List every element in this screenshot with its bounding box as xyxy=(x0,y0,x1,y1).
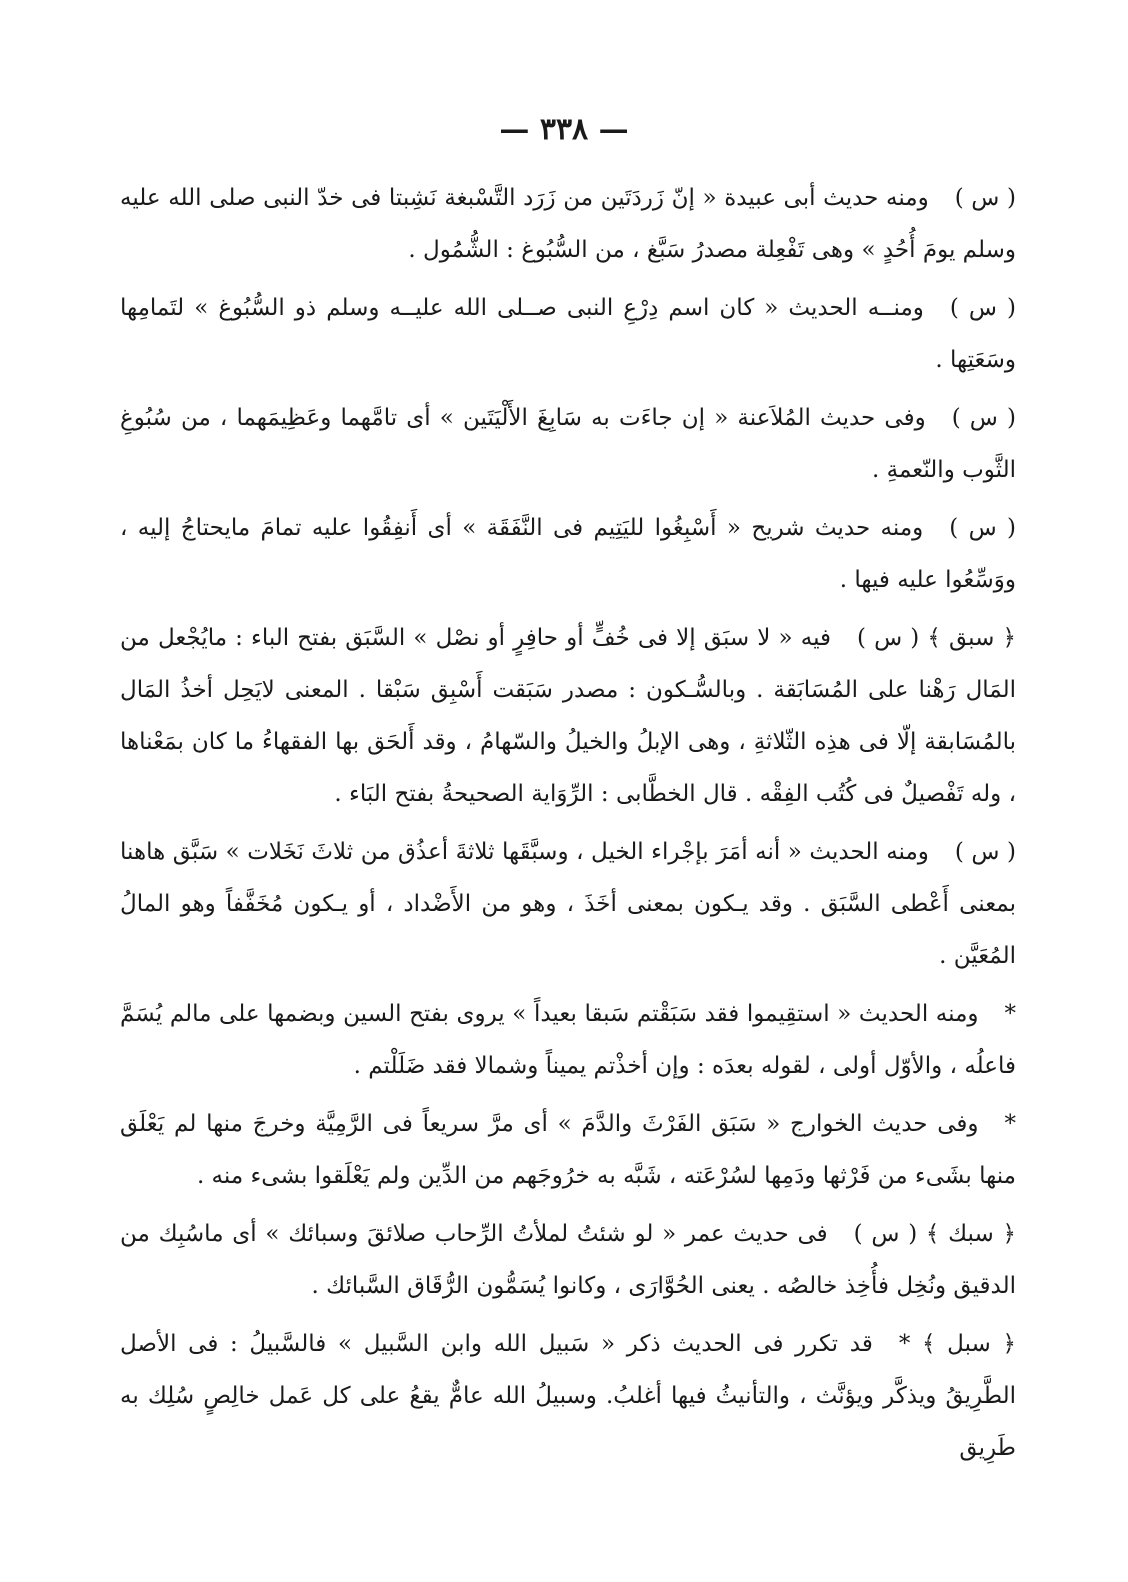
page-number: — ٣٣٨ — xyxy=(499,112,629,147)
paragraph-8 xyxy=(120,1098,1016,1202)
paragraph-4 xyxy=(120,502,1016,606)
paragraph-marker: ( س ) xyxy=(949,295,1016,321)
paragraph-text: فى حديث عمر « لو شئتُ لملأتُ الرِّحاب صلائقَ وسبائك » أى ماسُبِك من الدقيق ونُخِل فأُخِذ خالصُه . يعنى الحُوَّارَى ، وكانوا يُسَمُّون الرُّقَاق السَّبائك . xyxy=(120,1221,1016,1299)
paragraph-3 xyxy=(120,392,1016,496)
paragraph-text: وفى حديث الخوارج « سَبَق الفَرْثَ والدَّمَ » أى مرَّ سريعاً فى الرَّمِيَّة وخرجَ منها لم يَعْلَق منها بشَىء من فَرْثها ودَمِها لسُرْعَته ، شَبَّه به خرُوجَهم من الدِّين ولم يَعْلَقوا بشىء منه . xyxy=(120,1111,1016,1189)
page-body xyxy=(120,172,1016,1480)
entry-heading: ﴿ سبق ﴾ ( س ) xyxy=(857,625,1016,651)
paragraph-text: ومنه حديث أبى عبيدة « إنّ زَردَتَين من زَرَد التَّسْبغة نَشِبتا فى خدّ النبى صلى الله عليه وسلم يومَ أُحُدٍ » وهى تَفْعِلة مصدرُ سَبَّغ ، من السُّبُوغ : الشُّمُول . xyxy=(120,185,1016,263)
entry-heading: ﴿ سبل ﴾ * xyxy=(898,1331,1016,1357)
entry-sabak xyxy=(120,1208,1016,1312)
paragraph-7 xyxy=(120,988,1016,1092)
entry-heading: ﴿ سبك ﴾ ( س ) xyxy=(853,1221,1016,1247)
paragraph-marker: * xyxy=(1004,1111,1016,1137)
paragraph-text: ومنه الحديث « استقِيموا فقد سَبَقْتم سَبقا بعيداً » يروى بفتح السين وبضمها على مالم يُسَمَّ فاعلُه ، والأوّل أولى ، لقوله بعدَه : وإن أخذْتم يميناً وشمالا فقد ضَلَلْتم . xyxy=(120,1001,1016,1079)
paragraph-marker: ( س ) xyxy=(954,185,1016,211)
paragraph-1 xyxy=(120,172,1016,276)
paragraph-text: فيه « لا سبَق إلا فى خُفٍّ أو حافِرٍ أو نصْل » السَّبَق بفتح الباء : مايُجْعل من المَال رَهْنا على المُسَابَقة . وبالسُّـكون : مصدر سَبَقت أَسْبِق سَبْقا . المعنى لايَحِل أخذُ المَال بالمُسَابقة إلّا فى هذِه الثّلاثةِ ، وهى الإبلُ والخيلُ والسّهامُ ، وقد أَلحَق بها الفقهاءُ ما كان بمَعْناها ، وله تَفْصيلٌ فى كُتُب الفِقْه . قال الخطَّابى : الرِّوَاية الصحيحةُ بفتح البَاء . xyxy=(120,625,1016,807)
paragraph-text: قد تكرر فى الحديث ذكر « سَبيل الله وابن السَّبيل » فالسَّبيلُ : فى الأصل الطَّرِيقُ ويذكَّر ويؤنَّث ، والتأنيثُ فيها أغلبُ. وسبيلُ الله عامٌّ يقعُ على كل عَمل خالِصٍ سُلِك به طَرِيق xyxy=(120,1331,1016,1461)
entry-sabal xyxy=(120,1318,1016,1474)
paragraph-marker: ( س ) xyxy=(954,839,1016,865)
paragraph-text: وفى حديث المُلاَعنة « إن جاءَت به سَابِغَ الأَلْيَتَين » أى تامَّهما وعَظِيمَهما ، من سُبُوغِ الثَّوب والنّعمةِ . xyxy=(120,405,1016,483)
entry-sabaq xyxy=(120,612,1016,820)
paragraph-text: ومنــه الحديث « كان اسم دِرْعِ النبى صــلى الله عليــه وسلم ذو السُّبُوغ » لتَمامِها وسَعَتِها . xyxy=(120,295,1016,373)
paragraph-2 xyxy=(120,282,1016,386)
paragraph-text: ومنه الحديث « أنه أمَرَ بإجْراء الخيل ، وسبَّقَها ثلاثةَ أعذُق من ثلاثَ نَخَلات » سَبَّق هاهنا بمعنى أَعْطى السَّبَق . وقد يـكون بمعنى أخَذَ ، وهو من الأَضْداد ، أو يـكون مُخَفَّفاً وهو المالُ المُعَيَّن . xyxy=(120,839,1016,969)
paragraph-marker: ( س ) xyxy=(949,515,1017,541)
paragraph-6 xyxy=(120,826,1016,982)
paragraph-text: ومنه حديث شريح « أَسْبِغُوا لليَتِيم فى النَّفَقَة » أى أَنفِقُوا عليه تمامَ مايحتاجُ إليه ، ووَسِّعُوا عليه فيها . xyxy=(120,515,1016,593)
paragraph-marker: * xyxy=(1004,1001,1016,1027)
paragraph-marker: ( س ) xyxy=(951,405,1016,431)
